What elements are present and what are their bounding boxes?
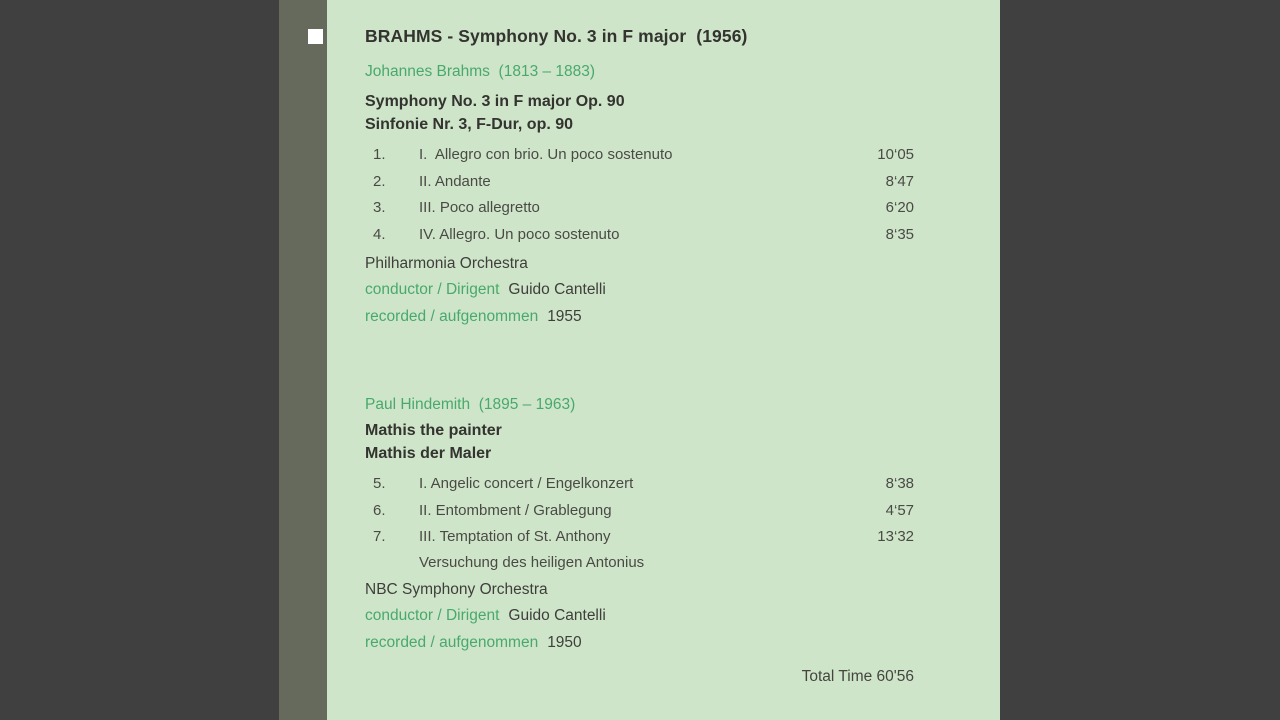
- composer-name-dates: Paul Hindemith (1895 – 1963): [365, 396, 576, 413]
- track-row: [365, 169, 914, 196]
- track-title: III. Poco allegretto: [419, 199, 540, 216]
- composer-name-dates: Johannes Brahms (1813 – 1883): [365, 63, 596, 80]
- track-title: II. Entombment / Grablegung: [419, 501, 612, 519]
- album-back-cover: [279, 0, 1000, 720]
- track-row: [365, 142, 914, 169]
- recorded-line: [365, 630, 606, 656]
- conductor-line: [365, 603, 606, 629]
- work-title-line: Mathis der Maler: [365, 445, 492, 462]
- track-number: 2.: [373, 172, 386, 190]
- white-square-marker-icon: [308, 29, 323, 44]
- track-title: I. Angelic concert / Engelkonzert: [419, 475, 634, 492]
- work-title-block: [365, 419, 502, 465]
- performance-credits: [365, 251, 606, 330]
- track-title-line-german: Versuchung des heiligen Antonius: [419, 553, 645, 571]
- track-time: 6‘20: [885, 199, 914, 216]
- track-list: [365, 142, 914, 248]
- track-title: II. Andante: [419, 172, 491, 190]
- track-number: 5.: [373, 475, 386, 492]
- track-row: [365, 498, 914, 525]
- track-time: 8‘47: [885, 172, 914, 190]
- total-time: Total Time 60'56: [801, 668, 914, 685]
- track-number: 4.: [373, 225, 386, 243]
- work-title-block: [365, 90, 625, 136]
- track-row: [365, 524, 914, 575]
- track-time: 8‘35: [885, 225, 914, 243]
- track-number: 6.: [373, 501, 386, 519]
- track-title-line: III. Temptation of St. Anthony: [419, 528, 611, 545]
- recorded-line: [365, 304, 606, 330]
- work-title-line: Sinfonie Nr. 3, F-Dur, op. 90: [365, 116, 574, 133]
- track-row: [365, 471, 914, 498]
- album-title: BRAHMS - Symphony No. 3 in F major (1956): [365, 26, 748, 46]
- track-title: I. Allegro con brio. Un poco sostenuto: [419, 146, 673, 163]
- conductor-name: Guido Cantelli: [508, 281, 606, 299]
- track-list: [365, 471, 914, 575]
- track-number: 1.: [373, 146, 386, 163]
- track-time: 4‘57: [885, 501, 914, 519]
- track-title: IV. Allegro. Un poco sostenuto: [419, 225, 620, 243]
- work-title-line: Symphony No. 3 in F major Op. 90: [365, 93, 625, 110]
- work-title-line: Mathis the painter: [365, 422, 502, 439]
- recorded-year: 1955: [547, 307, 582, 325]
- conductor-label: conductor / Dirigent: [365, 281, 500, 299]
- orchestra-name: Philharmonia Orchestra: [365, 255, 528, 272]
- conductor-line: [365, 277, 606, 303]
- track-row: [365, 222, 914, 249]
- recorded-year: 1950: [547, 633, 582, 651]
- track-time: 13‘32: [877, 528, 914, 545]
- track-row: [365, 195, 914, 222]
- track-number: 7.: [373, 528, 386, 545]
- performance-credits: [365, 577, 606, 656]
- conductor-name: Guido Cantelli: [508, 607, 606, 625]
- spine-strip: [279, 0, 327, 720]
- track-time: 8‘38: [885, 475, 914, 492]
- orchestra-name: NBC Symphony Orchestra: [365, 581, 548, 598]
- recorded-label: recorded / aufgenommen: [365, 307, 539, 325]
- track-time: 10‘05: [877, 146, 914, 163]
- recorded-label: recorded / aufgenommen: [365, 633, 539, 651]
- track-number: 3.: [373, 199, 386, 216]
- track-title: [419, 524, 877, 575]
- conductor-label: conductor / Dirigent: [365, 607, 500, 625]
